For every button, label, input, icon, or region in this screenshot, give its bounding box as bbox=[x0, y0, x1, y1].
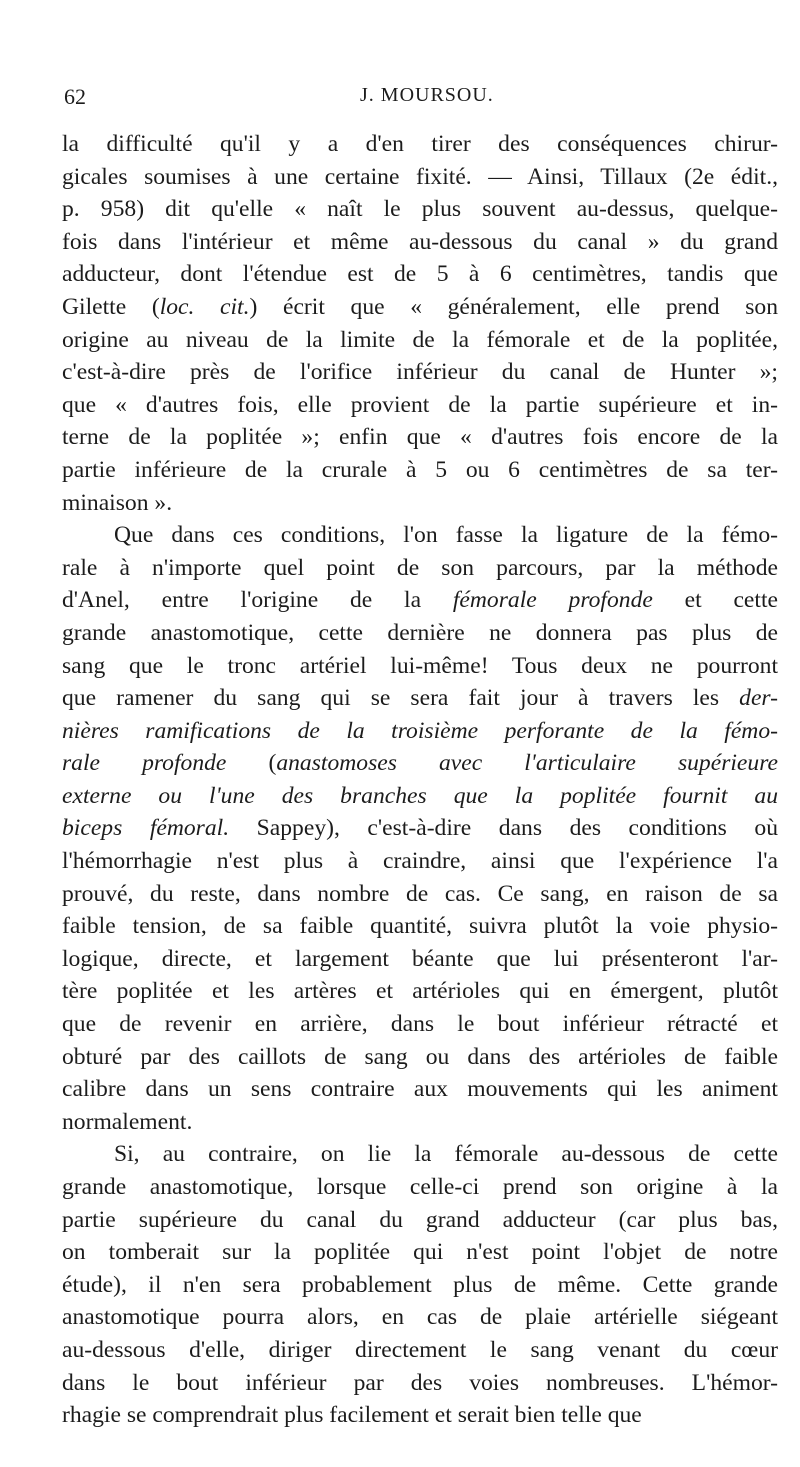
text-run: gicales soumises à une certaine fixité. — Ainsi, Tillaux (2e édit., bbox=[62, 163, 778, 190]
text-line bbox=[62, 812, 778, 845]
text-run: calibre dans un sens contraire aux mouvements qui les animent bbox=[62, 1076, 778, 1103]
text-run: partie inférieure de la crurale à 5 ou 6 centimètres de sa ter- bbox=[62, 456, 778, 483]
text-line bbox=[62, 454, 778, 487]
text-run: que de revenir en arrière, dans le bout inférieur rétracté et bbox=[62, 1011, 778, 1038]
italic-text: rale profonde bbox=[62, 750, 227, 777]
text-run: que « d'autres fois, elle provient de la partie supérieure et in- bbox=[62, 391, 778, 418]
text-line bbox=[62, 1106, 778, 1139]
text-run: rale à n'importe quel point de son parcours, par la méthode bbox=[62, 554, 778, 581]
text-line bbox=[62, 682, 778, 715]
text-line bbox=[62, 1367, 778, 1400]
text-line bbox=[62, 226, 778, 259]
italic-text: externe ou l'une des branches que la poplitée fournit au bbox=[62, 782, 778, 809]
text-run: adducteur, dont l'étendue est de 5 à 6 centimètres, tandis que bbox=[62, 261, 778, 288]
text-run: d'Anel, entre l'origine de la bbox=[62, 587, 453, 614]
text-run: origine au niveau de la limite de la fémorale et de la poplitée, bbox=[62, 326, 778, 353]
text-run: Si, au contraire, on lie la fémorale au-dessous de cette bbox=[114, 1141, 778, 1168]
text-line bbox=[62, 650, 778, 683]
text-line bbox=[62, 161, 778, 194]
text-run: étude), il n'en sera probablement plus de même. Cette grande bbox=[62, 1271, 778, 1298]
italic-text: fémorale profonde bbox=[452, 587, 653, 614]
text-line bbox=[62, 975, 778, 1008]
text-run: la difficulté qu'il y a d'en tirer des conséquences chirur- bbox=[62, 131, 778, 157]
text-run: sang que le tronc artériel lui-même! Tous deux ne pourront bbox=[62, 652, 778, 679]
text-run: ) écrit que « généralement, elle prend son bbox=[249, 293, 778, 320]
text-run: minaison ». bbox=[62, 489, 173, 516]
text-line bbox=[62, 193, 778, 226]
text-line bbox=[62, 128, 778, 161]
page-header bbox=[64, 84, 724, 116]
text-line bbox=[62, 1138, 778, 1171]
text-line bbox=[62, 1301, 778, 1334]
text-line bbox=[62, 519, 778, 552]
text-line bbox=[62, 258, 778, 291]
text-run: anastomotique pourra alors, en cas de plaie artérielle siégeant bbox=[62, 1304, 778, 1331]
text-run: obturé par des caillots de sang ou dans des artérioles de faible bbox=[62, 1043, 778, 1070]
body-text bbox=[62, 128, 778, 1432]
text-line bbox=[62, 1269, 778, 1302]
text-run: faible tension, de sa faible quantité, suivra plutôt la voie physio- bbox=[62, 913, 778, 940]
text-line bbox=[62, 1008, 778, 1041]
text-line bbox=[62, 943, 778, 976]
text-run: rhagie se comprendrait plus facilement et serait bien telle que bbox=[62, 1402, 642, 1429]
text-run: partie supérieure du canal du grand adducteur (car plus bas, bbox=[62, 1206, 778, 1233]
text-run: et cette bbox=[652, 587, 778, 614]
text-line bbox=[62, 1236, 778, 1269]
text-run: grande anastomotique, lorsque celle-ci prend son origine à la bbox=[62, 1174, 778, 1200]
italic-text: der- bbox=[739, 685, 778, 712]
text-run: l'hémorrhagie n'est plus à craindre, ainsi que l'expérience l'a bbox=[62, 848, 778, 875]
text-run: que ramener du sang qui se sera fait jour à travers les bbox=[62, 685, 740, 712]
italic-text: anastomoses avec l'articulaire supérieure bbox=[276, 750, 778, 777]
text-line bbox=[62, 1204, 778, 1237]
text-run: ( bbox=[226, 750, 277, 777]
running-head: J. MOURSOU. bbox=[360, 84, 494, 106]
text-run: Gilette ( bbox=[62, 293, 160, 320]
text-line bbox=[62, 1399, 778, 1432]
text-line bbox=[62, 747, 778, 780]
text-line bbox=[62, 1171, 778, 1204]
text-run: au-dessous d'elle, diriger directement le sang venant du cœur bbox=[62, 1336, 778, 1363]
text-run: grande anastomotique, cette dernière ne donnera pas plus de bbox=[62, 619, 778, 646]
text-run: p. 958) dit qu'elle « naît le plus souvent au-dessus, quelque- bbox=[62, 196, 778, 223]
page-number: 62 bbox=[64, 84, 86, 109]
text-line bbox=[62, 421, 778, 454]
text-line bbox=[62, 1334, 778, 1367]
text-run: on tomberait sur la poplitée qui n'est point l'objet de notre bbox=[62, 1239, 778, 1266]
text-line bbox=[62, 910, 778, 943]
text-line bbox=[62, 617, 778, 650]
text-run: tère poplitée et les artères et artérioles qui en émergent, plutôt bbox=[62, 978, 778, 1005]
text-run: fois dans l'intérieur et même au-dessous du canal » du grand bbox=[62, 228, 778, 255]
text-line bbox=[62, 878, 778, 911]
text-line bbox=[62, 552, 778, 585]
italic-text: loc. cit. bbox=[159, 293, 250, 320]
text-line bbox=[62, 584, 778, 617]
text-line bbox=[62, 715, 778, 748]
text-line bbox=[62, 487, 778, 520]
text-run: c'est-à-dire près de l'orifice inférieur du canal de Hunter »; bbox=[62, 359, 778, 386]
text-run: Sappey), c'est-à-dire dans des conditions où bbox=[229, 815, 779, 842]
text-run: prouvé, du reste, dans nombre de cas. Ce sang, en raison de sa bbox=[62, 880, 778, 907]
text-run: dans le bout inférieur par des voies nombreuses. L'hémor- bbox=[62, 1369, 778, 1396]
text-line bbox=[62, 324, 778, 357]
text-line bbox=[62, 1073, 778, 1106]
italic-text: nières ramifications de la troisième perforante de la fémo- bbox=[62, 717, 778, 744]
text-line bbox=[62, 291, 778, 324]
text-run: Que dans ces conditions, l'on fasse la ligature de la fémo- bbox=[114, 522, 778, 549]
text-line bbox=[62, 389, 778, 422]
text-run: terne de la poplitée »; enfin que « d'autres fois encore de la bbox=[62, 424, 778, 451]
text-run: logique, directe, et largement béante que lui présenteront l'ar- bbox=[62, 945, 778, 972]
text-run: normalement. bbox=[62, 1108, 193, 1135]
text-line bbox=[62, 780, 778, 813]
text-line bbox=[62, 1041, 778, 1074]
text-line bbox=[62, 845, 778, 878]
italic-text: biceps fémoral. bbox=[62, 815, 230, 842]
text-line bbox=[62, 356, 778, 389]
